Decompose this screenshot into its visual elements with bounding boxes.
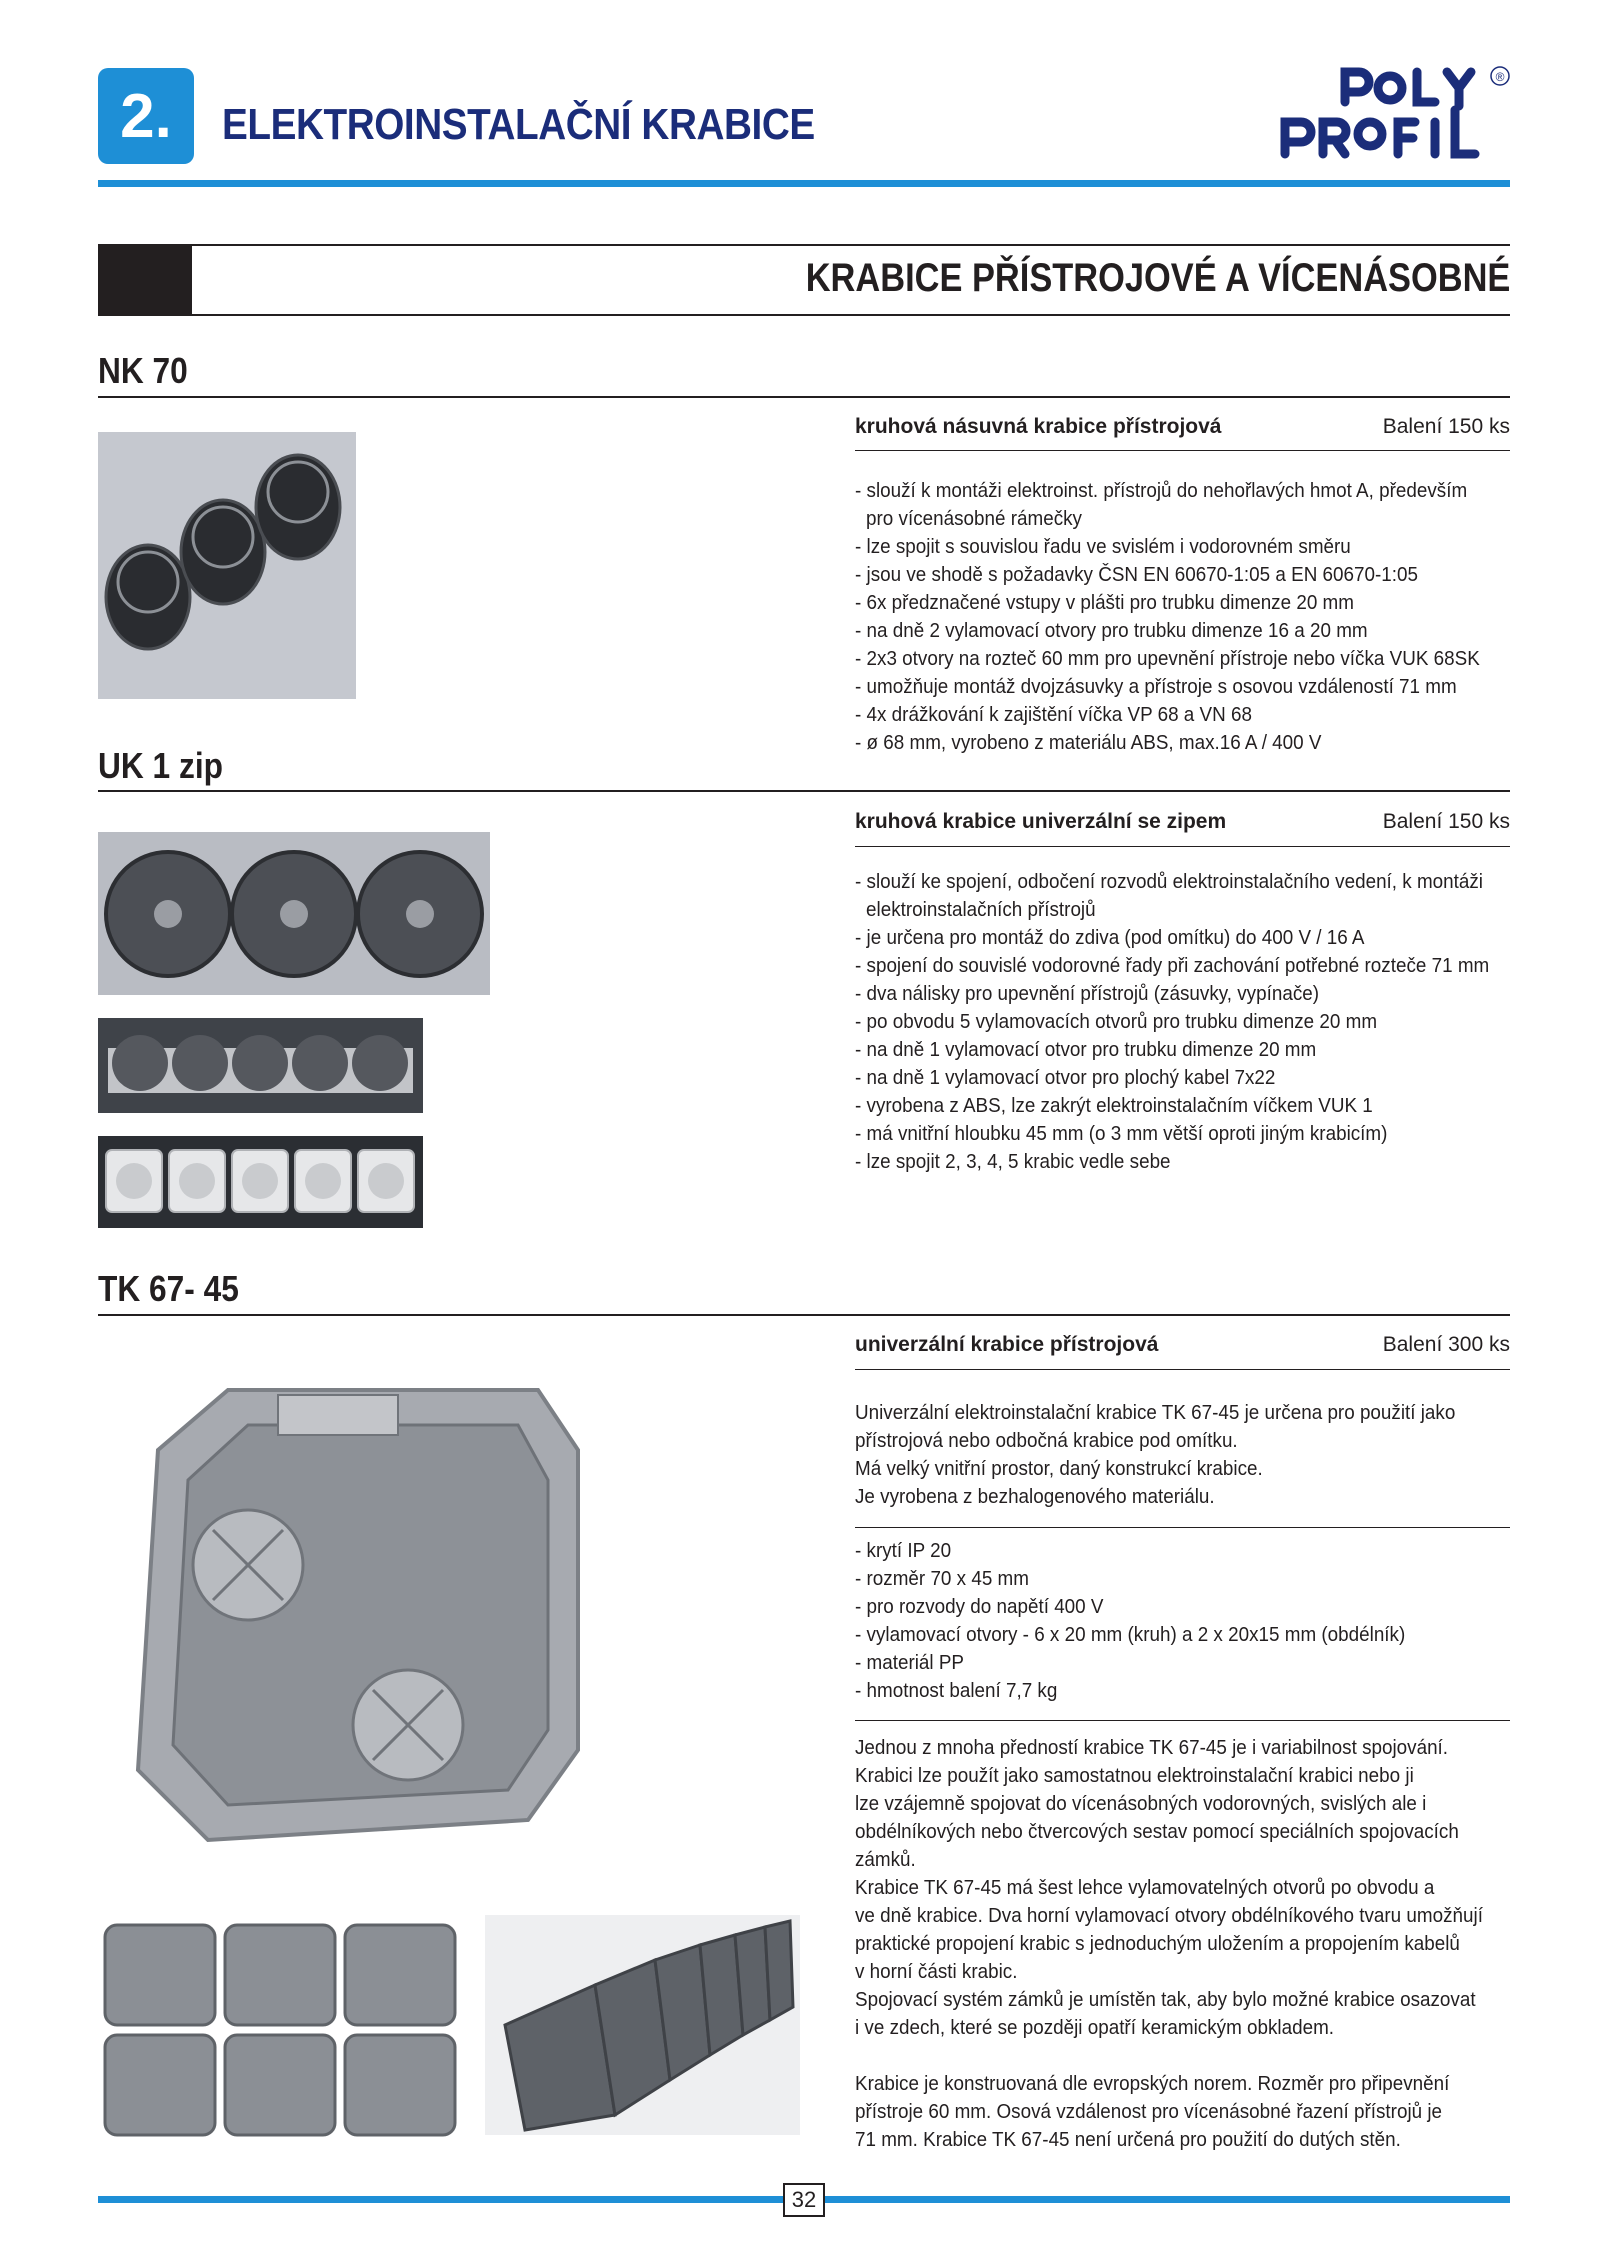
body-line: přístroje 60 mm. Osová vzdálenost pro vícenásobné řazení přístrojů je [855, 2100, 1443, 2123]
desc-line: - jsou ve shodě s požadavky ČSN EN 60670-1:05 a EN 60670-1:05 [855, 563, 1418, 586]
subtitle-text: kruhová násuvná krabice přístrojová [855, 415, 1222, 438]
product-rule [98, 396, 1510, 398]
desc-line: - na dně 2 vylamovací otvory pro trubku dimenze 16 a 20 mm [855, 619, 1368, 642]
section-block [98, 246, 192, 314]
chapter-title: ELEKTROINSTALAČNÍ KRABICE [222, 100, 815, 149]
chapter-number: 2. [120, 81, 172, 151]
product-description [855, 477, 1480, 757]
desc-line: - ø 68 mm, vyrobeno z materiálu ABS, max.16 A / 400 V [855, 731, 1322, 754]
nk70-product-image [98, 432, 356, 699]
product-subtitle [855, 415, 1510, 439]
packaging-label: Balení 300 ks [1382, 1333, 1510, 1356]
desc-line: - slouží k montáži elektroinst. přístrojů do nehořlavých hmot A, především [855, 479, 1468, 502]
specs-rule [855, 1720, 1510, 1721]
desc-line: - je určena pro montáž do zdiva (pod omítku) do 400 V / 16 A [855, 926, 1365, 949]
desc-line: - 6x předznačené vstupy v plášti pro trubku dimenze 20 mm [855, 591, 1354, 614]
body-line: Krabice TK 67-45 má šest lehce vylamovatelných otvorů po obvodu a [855, 1876, 1435, 1899]
tk6745-row-image [485, 1915, 800, 2135]
section-rule-top [98, 244, 1510, 246]
product-subtitle [855, 810, 1510, 834]
body-line: ve dně krabice. Dva horní vylamovací otvory obdélníkového tvaru umožňují [855, 1904, 1483, 1927]
body-line: Krabici lze použít jako samostatnou elektroinstalační krabici nebo ji [855, 1764, 1414, 1787]
desc-line: - slouží ke spojení, odbočení rozvodů elektroinstalačního vedení, k montáži [855, 870, 1483, 893]
section-rule-bottom [98, 314, 1510, 316]
page-number: 32 [783, 2183, 825, 2217]
spec-line: - vylamovací otvory - 6 x 20 mm (kruh) a 2 x 20x15 mm (obdélník) [855, 1623, 1406, 1646]
product-title: UK 1 zip [98, 745, 223, 786]
body-line: 71 mm. Krabice TK 67-45 není určená pro použití do dutých stěn. [855, 2128, 1401, 2151]
product-title: NK 70 [98, 350, 188, 391]
body-line: Krabice je konstruovaná dle evropských norem. Rozměr pro připevnění [855, 2072, 1450, 2095]
uk1zip-product-image [98, 832, 490, 995]
desc-line: pro vícenásobné rámečky [866, 507, 1082, 530]
body-line: praktické propojení krabic s jednoduchým uložením a propojením kabelů [855, 1932, 1460, 1955]
subtitle-rule [855, 1369, 1510, 1370]
body-line: zámků. [855, 1848, 916, 1871]
intro-line: Je vyrobena z bezhalogenového materiálu. [855, 1485, 1215, 1508]
poly-profil-logo [1275, 62, 1515, 172]
desc-line: - 4x drážkování k zajištění víčka VP 68 a VN 68 [855, 703, 1252, 726]
desc-line: - po obvodu 5 vylamovacích otvorů pro trubku dimenze 20 mm [855, 1010, 1378, 1033]
registered-mark: ® [1495, 70, 1505, 84]
desc-line: - umožňuje montáž dvojzásuvky a přístroje s osovou vzdáleností 71 mm [855, 675, 1457, 698]
product-rule [98, 790, 1510, 792]
spec-line: - materiál PP [855, 1651, 965, 1674]
desc-line: - lze spojit s souvislou řadu ve svislém i vodorovném směru [855, 535, 1351, 558]
tk6745-product-image [98, 1370, 588, 1870]
subtitle-text: kruhová krabice univerzální se zipem [855, 810, 1227, 833]
desc-line: elektroinstalačních přístrojů [866, 898, 1096, 921]
spec-line: - hmotnost balení 7,7 kg [855, 1679, 1058, 1702]
spec-line: - krytí IP 20 [855, 1539, 952, 1562]
intro-line: přístrojová nebo odbočná krabice pod omítku. [855, 1429, 1238, 1452]
spec-line: - rozměr 70 x 45 mm [855, 1567, 1029, 1590]
desc-line: - dva nálisky pro upevnění přístrojů (zásuvky, vypínače) [855, 982, 1320, 1005]
product-specs [855, 1537, 1462, 1705]
body-line: obdélníkových nebo čtvercových sestav pomocí speciálních spojovacích [855, 1820, 1459, 1843]
intro-line: Má velký vnitřní prostor, daný konstrukcí krabice. [855, 1457, 1263, 1480]
body-spacer [855, 2042, 1462, 2070]
product-subtitle [855, 1333, 1510, 1357]
intro-line: Univerzální elektroinstalační krabice TK 67-45 je určena pro použití jako [855, 1401, 1456, 1424]
subtitle-rule [855, 450, 1510, 451]
product-intro [855, 1399, 1462, 1511]
uk1zip-sockets-image [98, 1136, 423, 1228]
product-body [855, 1734, 1483, 2154]
packaging-label: Balení 150 ks [1382, 415, 1510, 438]
section-title: KRABICE PŘÍSTROJOVÉ A VÍCENÁSOBNÉ [805, 256, 1510, 300]
desc-line: - 2x3 otvory na rozteč 60 mm pro upevnění přístroje nebo víčka VUK 68SK [855, 647, 1480, 670]
chapter-number-badge [98, 68, 194, 164]
body-line: v horní části krabic. [855, 1960, 1018, 1983]
subtitle-text: univerzální krabice přístrojová [855, 1333, 1159, 1356]
product-rule [98, 1314, 1510, 1316]
uk1zip-row-image [98, 1018, 423, 1113]
desc-line: - spojení do souvislé vodorovné řady při zachování potřebné rozteče 71 mm [855, 954, 1490, 977]
spec-line: - pro rozvody do napětí 400 V [855, 1595, 1104, 1618]
desc-line: - na dně 1 vylamovací otvor pro plochý kabel 7x22 [855, 1066, 1276, 1089]
body-line: Spojovací systém zámků je umístěn tak, aby bylo možné krabice osazovat [855, 1988, 1476, 2011]
product-description [855, 868, 1490, 1176]
tk6745-grid-image [100, 1920, 465, 2140]
intro-rule [855, 1527, 1510, 1528]
header-rule [98, 180, 1510, 187]
product-title: TK 67- 45 [98, 1268, 239, 1309]
packaging-label: Balení 150 ks [1382, 810, 1510, 833]
desc-line: - vyrobena z ABS, lze zakrýt elektroinstalačním víčkem VUK 1 [855, 1094, 1373, 1117]
subtitle-rule [855, 846, 1510, 847]
desc-line: - na dně 1 vylamovací otvor pro trubku dimenze 20 mm [855, 1038, 1317, 1061]
body-line: Jednou z mnoha předností krabice TK 67-45 je i variabilnost spojování. [855, 1736, 1449, 1759]
body-line: i ve zdech, které se později opatří keramickým obkladem. [855, 2016, 1335, 2039]
body-line: lze vzájemně spojovat do vícenásobných vodorovných, svislých ale i [855, 1792, 1427, 1815]
desc-line: - lze spojit 2, 3, 4, 5 krabic vedle sebe [855, 1150, 1171, 1173]
desc-line: - má vnitřní hloubku 45 mm (o 3 mm větší oproti jiným krabicím) [855, 1122, 1388, 1145]
